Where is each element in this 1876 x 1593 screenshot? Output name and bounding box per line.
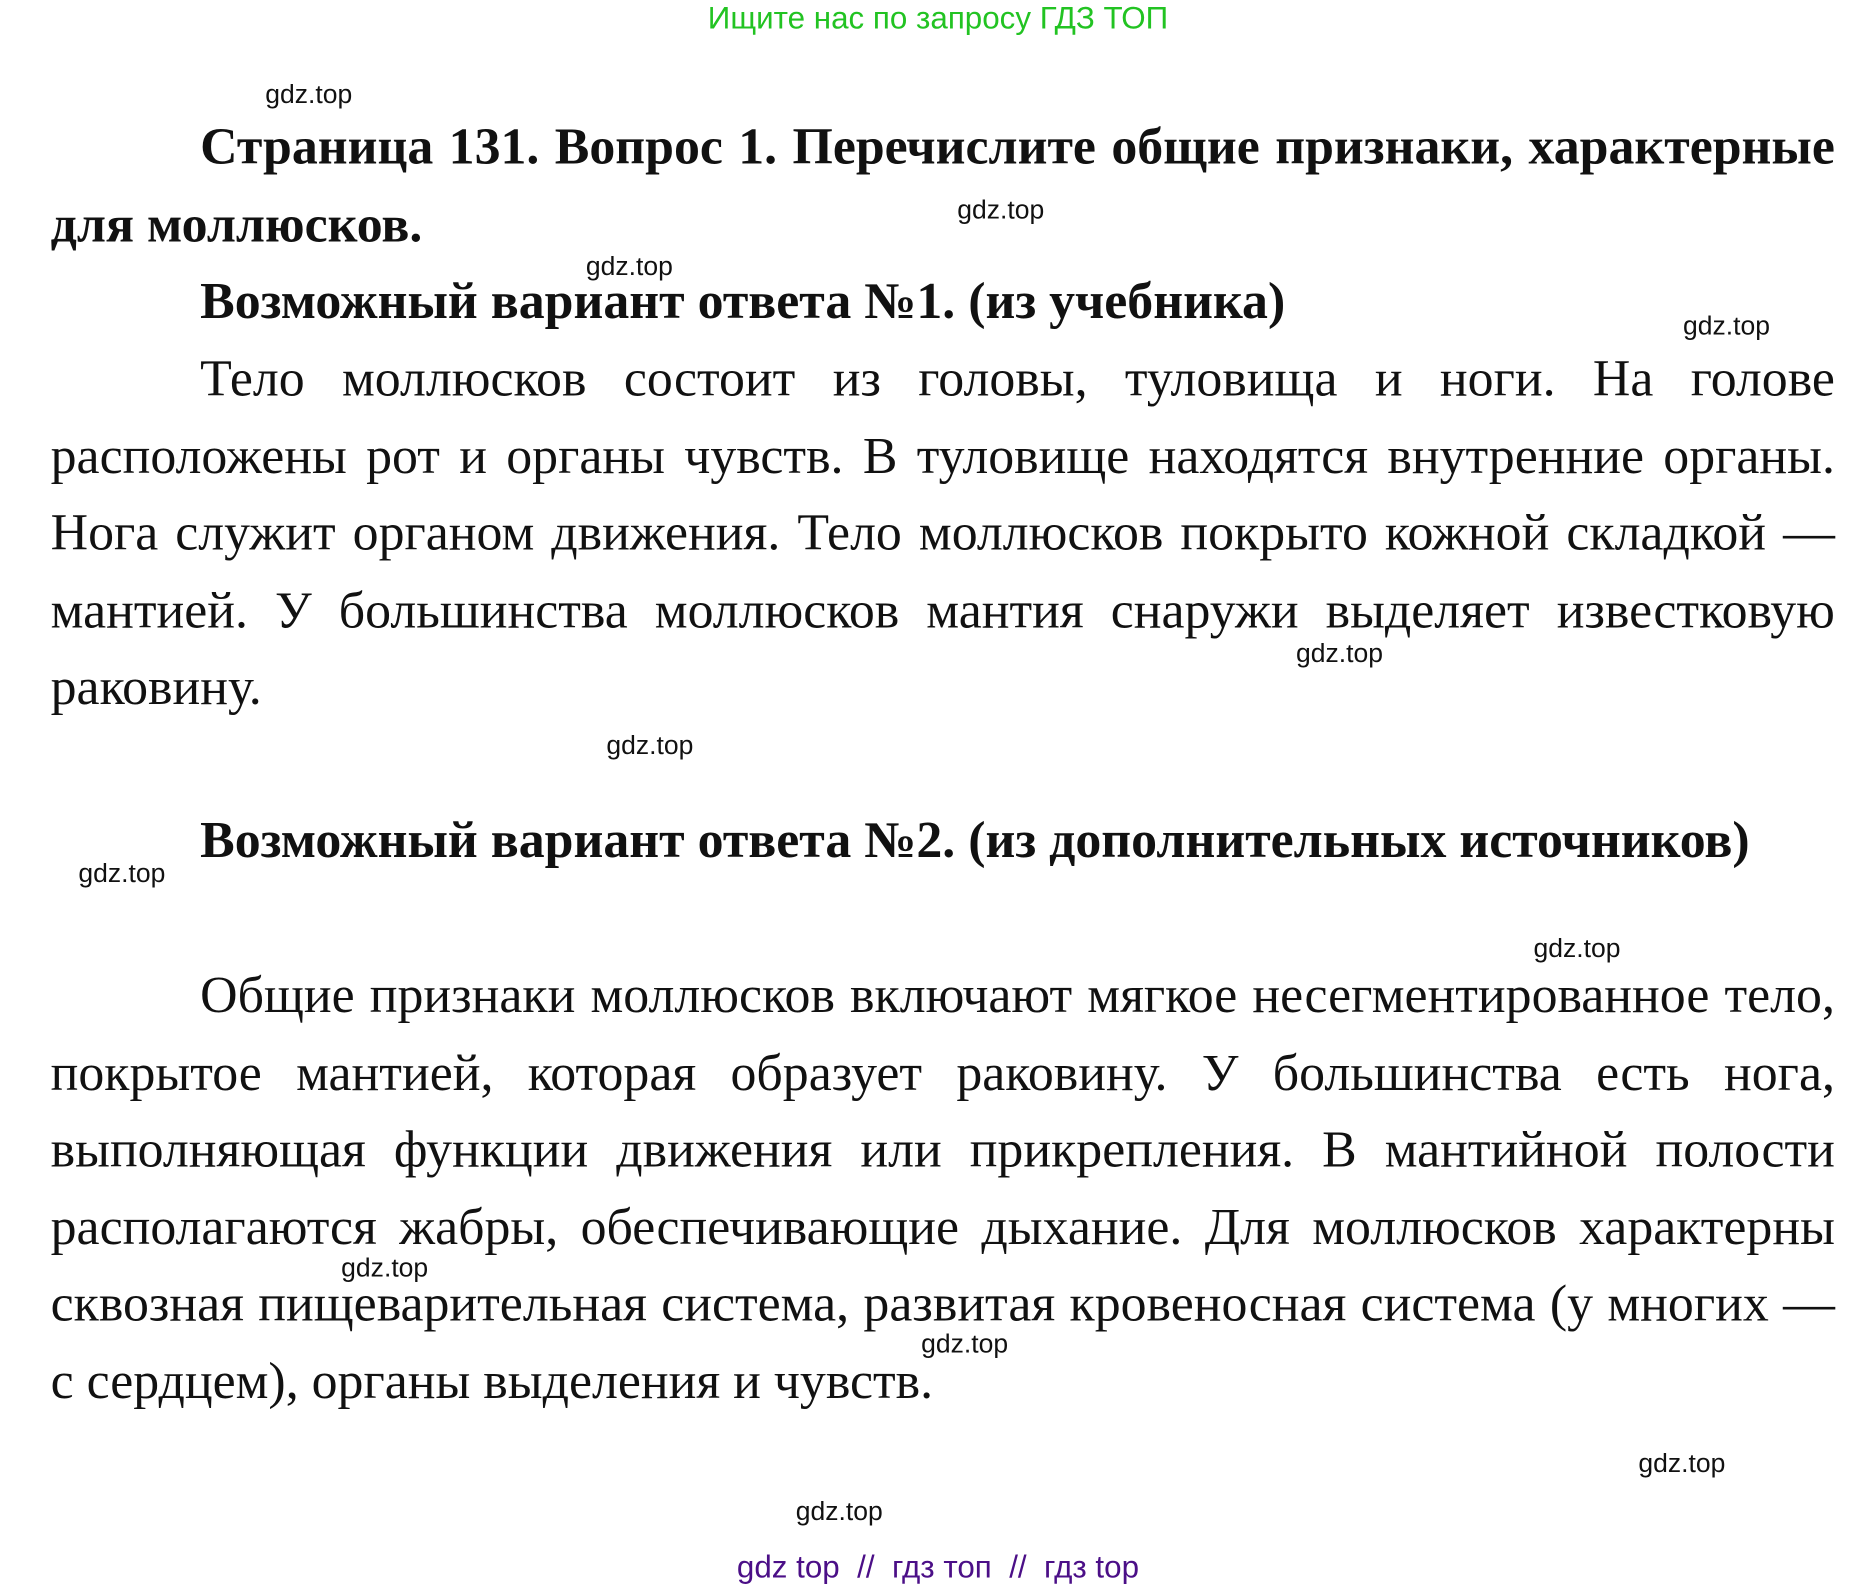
watermark: gdz.top <box>606 730 694 761</box>
watermark: gdz.top <box>341 1252 429 1283</box>
watermark: gdz.top <box>1638 1448 1726 1479</box>
answer1-heading: Возможный вариант ответа №1. (из учебника) <box>200 273 1286 330</box>
answer2-text: Общие признаки моллюсков включают мягкое несегментированное тело, покрытое мантией, которая образует раковину. У большинства есть нога, выполняющая функции движения или прикрепления. В мантийной полости располагаются жабры, обеспечивающие дыхание. Для моллюсков характерны сквозная пищеварительная система, развитая кровеносная система (у многих — с сердцем), органы выделения и чувств. <box>50 967 1835 1410</box>
watermark: gdz.top <box>265 78 353 109</box>
question-title: Страница 131. Вопрос 1. Перечислите общие признаки, характерные для моллюсков. <box>50 119 1835 253</box>
watermark: gdz.top <box>585 250 673 281</box>
watermark: gdz.top <box>1683 310 1771 341</box>
watermark: gdz.top <box>957 194 1045 225</box>
watermark: gdz.top <box>921 1328 1009 1359</box>
footer-banner: gdz top // гдз топ // гдз top <box>736 1548 1140 1585</box>
answer2-heading: Возможный вариант ответа №2. (из дополнительных источников) <box>200 812 1750 869</box>
watermark: gdz.top <box>1533 933 1621 964</box>
header-banner: Ищите нас по запросу ГДЗ ТОП <box>707 0 1169 36</box>
answer1-text: Тело моллюсков состоит из головы, туловища и ноги. На голове расположены рот и органы чувств. В туловище находятся внутренние органы. Нога служит органом движения. Тело моллюсков покрыто кожной складкой — мантией. У большинства моллюсков мантия снаружи выделяет известковую раковину. <box>50 351 1835 716</box>
watermark: gdz.top <box>1296 638 1384 669</box>
watermark: gdz.top <box>78 858 166 888</box>
watermark: gdz.top <box>795 1496 883 1527</box>
